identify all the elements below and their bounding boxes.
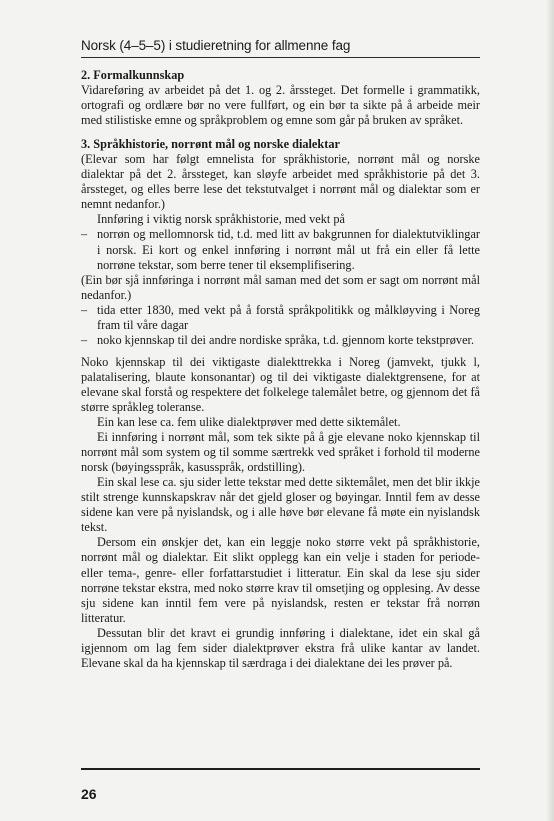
section-3-heading: 3. Språkhistorie, norrønt mål og norske dialektar xyxy=(81,137,340,152)
section-3-intro: (Elevar som har følgt emnelista for språkhistorie, norrønt mål og norske dialektar på det 2. årssteget, kan sløyfe arbeidet med språkhistorie på det 3. årssteget, og elles berre lese det tekstutvalget i norrønt mål og dialektar som er nemnt nedanfor.) xyxy=(81,152,480,212)
page-number: 26 xyxy=(81,786,97,802)
list-sub-note: (Ein bør sjå innføringa i norrønt mål saman med det som er sagt om norrønt mål nedanfor.) xyxy=(81,272,480,302)
section-3-list-continued xyxy=(81,303,480,348)
paragraph: Noko kjennskap til dei viktigaste dialekttrekka i Noreg (jamvekt, tjukk l, palatalisering, blaute konsonantar) og til dei viktigaste dialektgrensene, for at elevane skal forstå og respektere det folkelege talemålet betre, og gjennom det få større språkleg toleranse. xyxy=(81,354,480,414)
header-rule xyxy=(81,57,480,58)
section-2-heading: 2. Formalkunnskap xyxy=(81,68,185,82)
list-item: – tida etter 1830, med vekt på å forstå språkpolitikk og målkløyving i Noreg fram til våre dagar xyxy=(81,303,480,333)
list-item: – norrøn og mellomnorsk tid, t.d. med litt av bakgrunnen for dialektutviklingar i norsk. Ei kort og enkel innføring i norrønt mål ut frå ein eller få lette norrøne tekstar, som berre tener til eksemplifisering. xyxy=(81,227,480,272)
paragraph: Ei innføring i norrønt mål, som tek sikte på å gje elevane noko kjennskap til norrønt mål som system og til somme særtrekk ved språket i forhold til moderne norsk (bøyingsspråk, kasusspråk, ordstilling). xyxy=(81,430,480,475)
page-body xyxy=(81,66,480,671)
list-item: – noko kjennskap til dei andre nordiske språka, t.d. gjennom korte tekstprøver. xyxy=(81,333,480,348)
footer-rule xyxy=(81,768,480,770)
paragraph: Ein kan lese ca. fem ulike dialektprøver med dette siktemålet. xyxy=(97,415,401,430)
running-header: Norsk (4–5–5) i studieretning for allmenne fag xyxy=(81,38,351,53)
section-3-list xyxy=(81,227,480,272)
page-edge-shadow xyxy=(546,0,554,821)
paragraph: Ein skal lese ca. sju sider lette tekstar med dette siktemålet, men det blir ikkje stilt strenge kunnskapskrav når det gjeld gloser og bøyingar. Inntil fem av desse sidene kan vere på nyislandsk, og i alle høve bør elevane få møte ein nyislandsk tekst. xyxy=(81,475,480,535)
section-3-lead: Innføring i viktig norsk språkhistorie, med vekt på xyxy=(97,212,345,227)
section-2-text: Vidareføring av arbeidet på det 1. og 2. årssteget. Det formelle i grammatikk, ortografi og ordlære bør no vere fullført, og ein bør ta sikte på å arbeide meir med stilistiske emne og språkproblem og emne som går på bruken av språket. xyxy=(81,83,480,128)
paragraph: Dersom ein ønskjer det, kan ein leggje noko større vekt på språkhistorie, norrønt mål og dialektar. Eit slikt opplegg kan ein velje i staden for periode- eller tema-, genre- eller forfattarstudiet i litteratur. Ein skal da lese sju sider norrøne tekstar ekstra, med noko større krav til omsetjing og opplesing. Av desse sju sidene kan inntil fem vere på nyislandsk, resten er tekstar frå norrøn litteratur. xyxy=(81,535,480,625)
paragraph: Dessutan blir det kravt ei grundig innføring i dialektane, idet ein skal gå igjennom om lag fem sider dialektprøver ekstra frå ulike kantar av landet. Elevane skal da ha kjennskap til særdraga i dei dialektane dei les prøver på. xyxy=(81,625,480,670)
